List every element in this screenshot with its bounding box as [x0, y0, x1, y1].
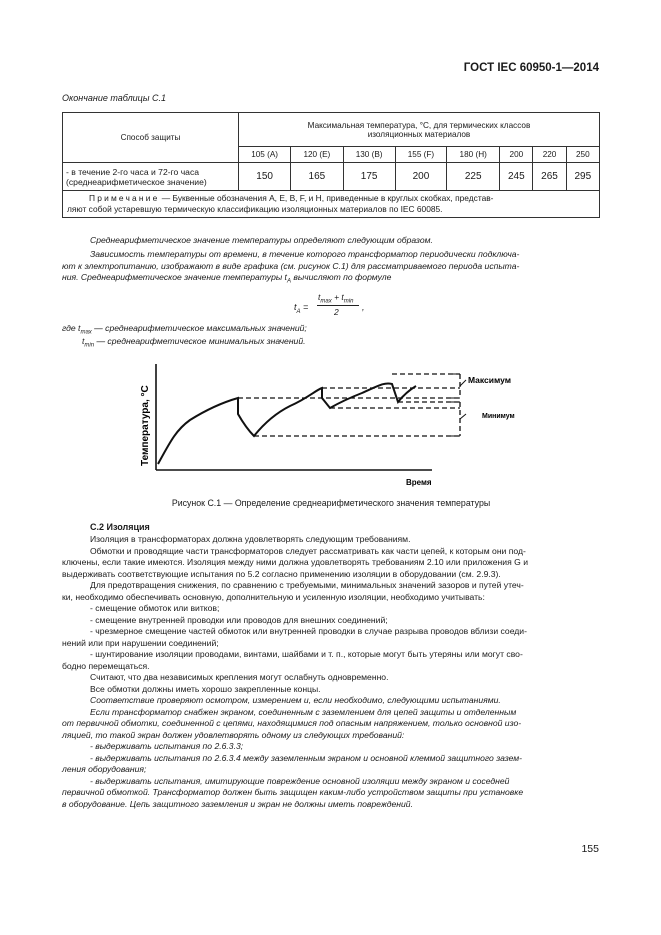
body-line: - смещение обмоток или витков; — [90, 603, 220, 613]
bracket-marks — [450, 374, 466, 436]
class-header: 200 — [500, 147, 533, 163]
body-line: Считают, что два независимых крепления могут ослабнуть одновременно. — [90, 672, 389, 682]
class-header: 130 (В) — [343, 147, 395, 163]
body-line-italic: от первичной обмотки, соединенной с цепями, находящимися под опасным напряжением, только основной изо- — [62, 718, 522, 728]
class-header: 105 (А) — [239, 147, 291, 163]
body-line: ки, необходимо обеспечивать основную, дополнительную и усиленную изоляции, необходимо учитывать: — [62, 591, 485, 602]
body-line: Для предотвращения снижения, по сравнению с требуемыми, минимальных значений зазоров и путей утеч- — [90, 580, 524, 590]
where-tmax: где $t_{max}$ — среднеарифметическое максимальных значений; — [62, 323, 307, 336]
body-line-italic: первичной обмоткой. Трансформатор должен быть защищен каким-либо устройством защиты при установке — [62, 787, 524, 797]
table-cell: 165 — [291, 163, 343, 191]
temperature-table — [62, 112, 600, 218]
table-cell: 245 — [500, 163, 533, 191]
body-line-italic: - выдерживать испытания по 2.6.3.3; — [90, 741, 244, 751]
page-number: 155 — [581, 843, 599, 855]
group-header: Максимальная температура, °С, для термических классов изоляционных материалов — [239, 113, 600, 147]
section-title: С.2 Изоляция — [90, 522, 150, 532]
class-header: 155 (F) — [395, 147, 446, 163]
table-cell: 200 — [395, 163, 446, 191]
row-label: - в течение 2-го часа и 72-го часа (среднеарифметическое значение) — [63, 163, 239, 191]
table-cell: 225 — [447, 163, 500, 191]
table-cell: 265 — [533, 163, 566, 191]
class-header: 250 — [566, 147, 599, 163]
avg-intro: Среднеарифметическое значение температуры определяют следующим образом. — [90, 235, 433, 245]
formula: $t_A$ = $t_{max} + t_{min}$ 2 , — [294, 292, 365, 317]
temperature-graph — [120, 360, 540, 495]
col-header-protection: Способ защиты — [63, 113, 239, 163]
class-header: 180 (Н) — [447, 147, 500, 163]
body-line-italic: - выдерживать испытания по 2.6.3.4 между заземленным экраном и основной клеммой защитного зазем- — [90, 752, 523, 763]
avg-description: Зависимость температуры от времени, в течение которого трансформатор периодически подключа- ют к электропитанию, изображают в виде графика (см. рисунок С.1) для рассматриваемого периода испыта- ния. Среднеарифметическое значение температуры $t_A$ вычисляют по формуле — [62, 249, 520, 285]
x-axis-label: Время — [406, 478, 432, 487]
body-line-italic: в оборудование. Цепь защитного заземления и экран не должны иметь повреждений. — [62, 798, 413, 809]
body-line: нений или при нарушении соединений; — [62, 637, 219, 648]
y-axis-label: Температура, °С — [140, 385, 151, 466]
body-line: - шунтирование изоляции проводами, винтами, шайбами и т. п., которые могут быть утеряны или могут сво- — [90, 649, 523, 659]
table-cell: 295 — [566, 163, 599, 191]
table-caption: Окончание таблицы С.1 — [62, 93, 166, 103]
body-line-italic: Соответствие проверяют осмотром, измерением и, если необходимо, следующими испытаниями. — [90, 695, 501, 705]
body-line: ключены, если такие имеются. Изоляция между ними должна удовлетворять требованиям 2.10 или приложения G и — [62, 557, 528, 567]
class-header: 220 — [533, 147, 566, 163]
section-body — [62, 534, 600, 810]
body-line: выдерживать соответствующие испытания по 5.2 согласно применению изоляции в оборудовании (см. 2.9.3). — [62, 568, 501, 579]
body-line: бодно перемещаться. — [62, 660, 150, 671]
where-tmin: $t_{min}$ — среднеарифметическое минимальных значений. — [82, 336, 306, 349]
table-cell: 150 — [239, 163, 291, 191]
table-row — [63, 163, 600, 191]
body-line: - чрезмерное смещение частей обмоток или внутренней проводки в случае разрыва проводов вблизи соеди- — [90, 626, 527, 636]
body-line: Изоляция в трансформаторах должна удовлетворять следующим требованиям. — [90, 534, 411, 544]
figure-caption: Рисунок С.1 — Определение среднеарифметического значения температуры — [171, 498, 491, 508]
table-cell: 175 — [343, 163, 395, 191]
guide-lines — [238, 374, 460, 436]
body-line: Обмотки и проводящие части трансформаторов следует рассматривать как части цепей, к которым они под- — [90, 545, 526, 556]
document-id: ГОСТ IEC 60950-1—2014 — [463, 62, 599, 74]
body-line: - смещение внутренней проводки или проводов для внешних соединений; — [90, 614, 388, 625]
body-line-italic: Если трансформатор снабжен экраном, соединенным с заземлением для цепей защиты и отделенным — [90, 706, 517, 717]
body-line: Все обмотки должны иметь хорошо закрепленные концы. — [90, 683, 321, 694]
max-label: Максимум — [468, 375, 512, 385]
min-label: Минимум — [482, 413, 515, 420]
class-header: 120 (Е) — [291, 147, 343, 163]
body-line-italic: ляцией, то такой экран должен удовлетворять одному из следующих требований: — [62, 729, 405, 740]
temperature-curve — [158, 383, 416, 464]
fraction-bar — [317, 305, 359, 306]
table-note: Примечание — Буквенные обозначения А, Е, В, F, и Н, приведенные в круглых скобках, представ- ляют собой устаревшую термическую классификацию изоляционных материалов по IEC 60085. — [63, 191, 600, 218]
body-line-italic: - выдерживать испытания, имитирующие повреждение основной изоляции между экраном и соседней — [90, 775, 510, 786]
body-line-italic: ления оборудования; — [62, 764, 147, 774]
